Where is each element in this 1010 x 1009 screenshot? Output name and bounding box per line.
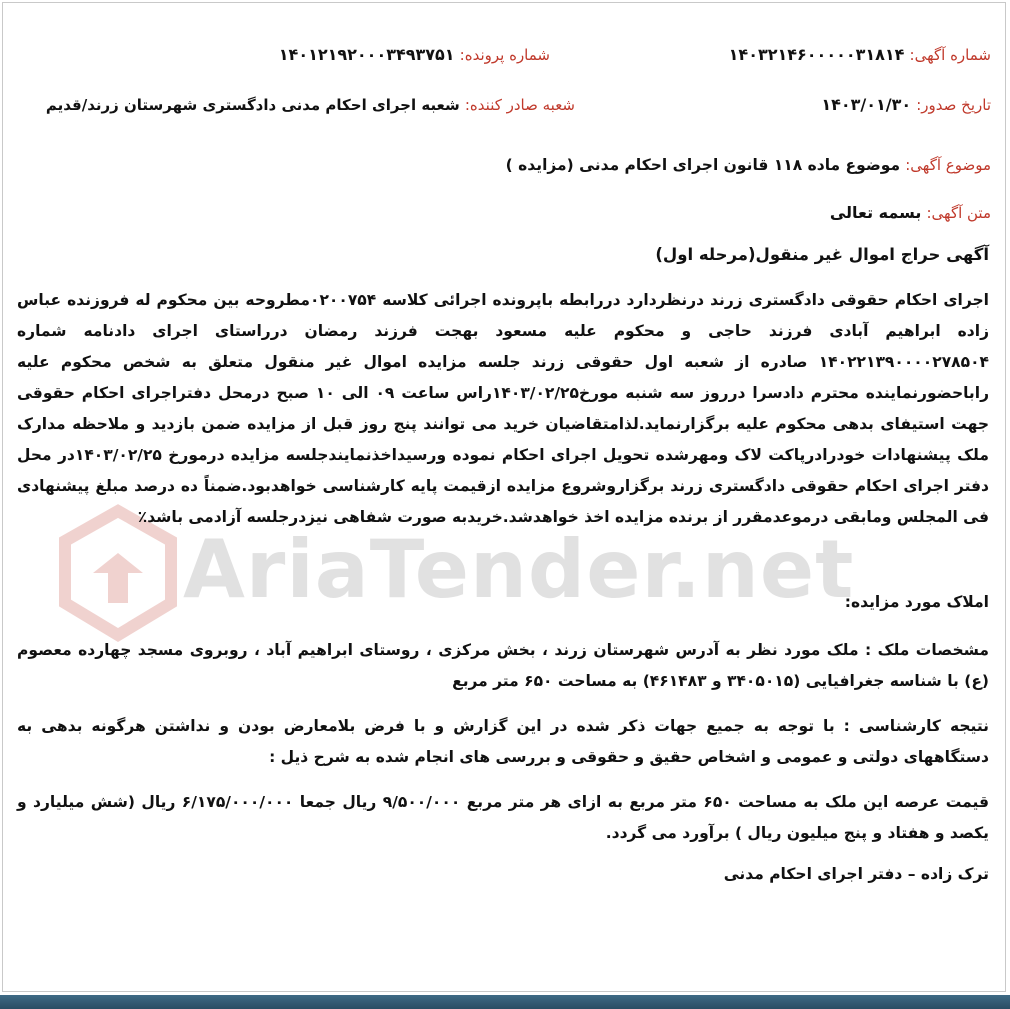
- window-bottom-bar: [0, 995, 1010, 1009]
- text-intro-row: [830, 203, 991, 222]
- issue-date-row: [821, 95, 991, 114]
- text-label: متن آگهی:: [926, 204, 991, 222]
- issue-date-value: ۱۴۰۳/۰۱/۳۰: [821, 95, 912, 114]
- notice-title: آگهی حراج اموال غیر منقول(مرحله اول): [655, 245, 989, 264]
- issuer-label: شعبه صادر کننده:: [464, 96, 575, 114]
- ad-number-value: ۱۴۰۳۲۱۴۶۰۰۰۰۰۳۱۸۱۴: [728, 45, 905, 64]
- subject-value: موضوع ماده ۱۱۸ قانون اجرای احکام مدنی (مزایده ): [505, 156, 901, 174]
- ad-number-row: [729, 45, 991, 64]
- subject-label: موضوع آگهی:: [905, 156, 991, 174]
- properties-heading: املاک مورد مزایده:: [844, 593, 989, 611]
- issuer-row: [46, 95, 575, 114]
- watermark-text: AriaTender.net: [183, 523, 855, 616]
- case-number-row: [279, 45, 550, 64]
- notice-panel: [2, 2, 1006, 992]
- case-number-label: شماره پرونده:: [459, 46, 550, 64]
- text-intro-value: بسمه تعالی: [829, 203, 922, 222]
- issuer-value: شعبه اجرای احکام مدنی دادگستری شهرستان زرند/قدیم: [45, 96, 460, 114]
- property-specs: مشخصات ملک : ملک مورد نظر به آدرس شهرستان زرند ، بخش مرکزی ، روستای ابراهیم آباد ، روبروی مسجد چهارده معصوم (ع) با شناسه جغرافیایی (۳۴۰۵۰۱۵ و ۴۶۱۴۸۳) به مساحت ۶۵۰ متر مربع: [17, 641, 989, 690]
- main-paragraph: اجرای احکام حقوقی دادگستری زرند درنظردارد دررابطه باپرونده اجرائی کلاسه ۰۲۰۰۷۵۴مطروحه بین محکوم له فروزنده عباس زاده ابراهیم آبادی فرزند حاجی و محکوم علیه مسعود بهجت فرزند رمضان درراستای اجرای دادنامه شماره ۱۴۰۲۲۱۳۹۰۰۰۰۲۷۸۵۰۴ صادره از شعبه اول حقوقی زرند جلسه مزایده اموال غیر منقول متعلق به شخص محکوم علیه راباحضورنماینده محترم دادسرا درروز سه شنبه مورخ۱۴۰۳/۰۲/۲۵راس ساعت ۰۹ الی ۱۰ صبح درمحل دفتراجرای احکام حقوقی جهت استیفای بدهی محکوم علیه برگزارنماید.لذامتقاضیان خرید می توانند پنج روز قبل از مزایده ضمن بازدید و ملاحظه مدارک ملک پیشنهادات خودرادرپاکت لاک ومهرشده تحویل اجرای احکام نموده ورسیداخذنمایندجلسه مزایده درمورخ ۱۴۰۳/۰۲/۲۵در محل دفتر اجرای احکام حقوقی دادگستری زرند برگزاروشروع مزایده ازقیمت پایه کارشناسی خواهدبود.ضمناً ده درصد مبلغ پیشنهادی فی المجلس ومابقی درموعدمقرر از برنده مزایده اخذ خواهدشد.خریدبه صورت شفاهی نیزدرجلسه آزادمی باشد٪: [17, 291, 989, 526]
- subject-row: [506, 155, 991, 174]
- issue-date-label: تاریخ صدور:: [916, 96, 991, 114]
- ad-number-label: شماره آگهی:: [909, 46, 991, 64]
- expert-result: نتیجه کارشناسی : با توجه به جمیع جهات ذکر شده در این گزارش و با فرض بلامعارض بودن و نداشتن هرگونه بدهی به دستگاههای دولتی و عمومی و اشخاص حقیق و حقوقی و بررسی های انجام شده به شرح ذیل :: [17, 717, 989, 766]
- signature: ترک زاده – دفتر اجرای احکام مدنی: [723, 865, 989, 883]
- case-number-value: ۱۴۰۱۲۱۹۲۰۰۰۳۴۹۳۷۵۱: [278, 45, 455, 64]
- price-text: قیمت عرصه این ملک به مساحت ۶۵۰ متر مربع به ازای هر متر مربع ۹/۵۰۰/۰۰۰ ریال جمعا ۶/۱۷۵/۰۰۰/۰۰۰ ریال (شش میلیارد و یکصد و هفتاد و پنج میلیون ریال ) برآورد می گردد.: [17, 793, 989, 842]
